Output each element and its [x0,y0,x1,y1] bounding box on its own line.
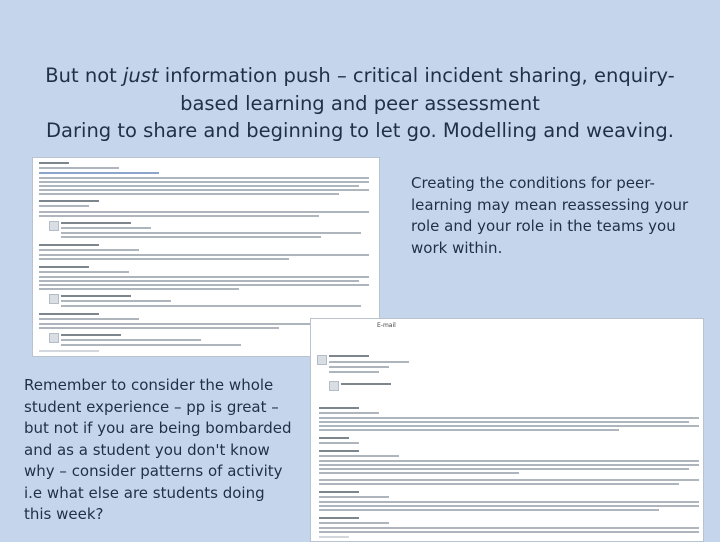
forum-screenshot-right [310,318,704,542]
title-line-1: But not just information push – critical incident sharing, enquiry- [45,64,675,87]
title-line-2: based learning and peer assessment [180,91,540,115]
screenshot-header-label: E-mail [377,322,396,329]
student-experience-note: Remember to consider the whole student experience – pp is great – but not if you are being bombarded and as a student you don't know why – consider patterns of activity i.e what else are students doing this week? [24,376,292,523]
slide-title [20,62,700,145]
peer-learning-note: Creating the conditions for peer-learning may mean reassessing your role and your role in the teams you work within. [411,174,689,257]
title-line-3: Daring to share and beginning to let go. Modelling and weaving. [46,119,674,142]
